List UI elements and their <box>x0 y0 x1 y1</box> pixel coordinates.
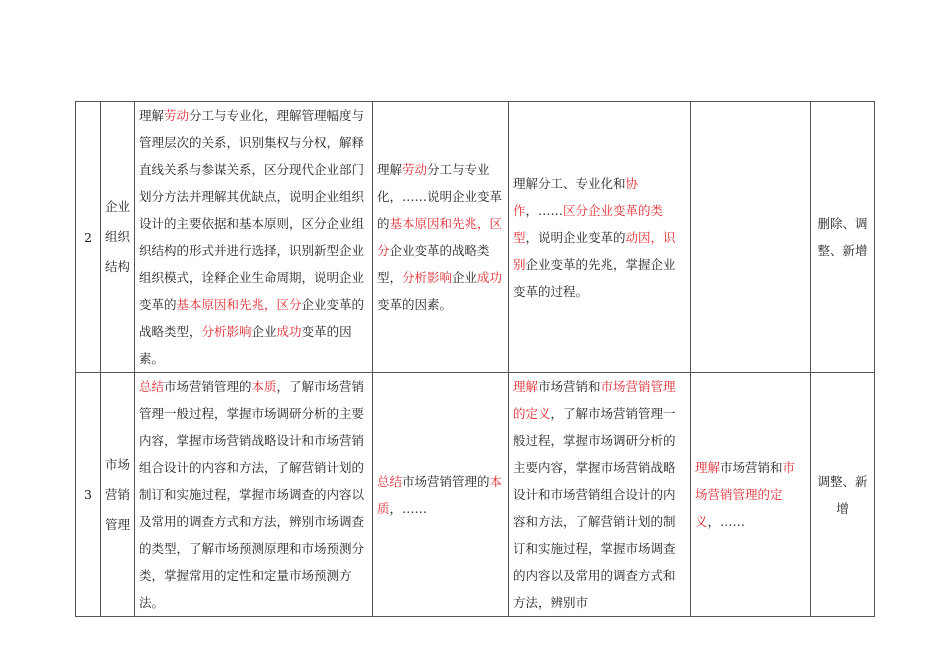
requirement-cell-c6 <box>691 102 811 373</box>
text-segment: 分工与专业化，理解管理幅度与管理层次的关系，识别集权与分权，解释直线关系与参谋关系，区分现代企业部门划分方法并理解其优缺点，说明企业组织设计的主要依据和基本原则，区分企业组织结构的形式并进行选择，识别新型企业组织模式，诠释企业生命周期，说明企业变革的 <box>139 108 365 312</box>
text-segment: 变革的因素。 <box>377 297 453 312</box>
requirement-cell-c3 <box>135 102 373 373</box>
highlighted-text: 本质 <box>251 379 277 394</box>
highlighted-text: 市场营销管理的定义 <box>695 460 796 529</box>
requirement-cell-c5 <box>509 373 691 617</box>
highlighted-text: 总结 <box>377 473 403 489</box>
row-number: 3 <box>76 373 101 617</box>
requirement-cell-c5 <box>509 102 691 373</box>
highlighted-text: 本质 <box>377 473 503 516</box>
requirement-cell-c3 <box>135 373 373 617</box>
highlighted-text: 分析影响 <box>402 270 453 285</box>
highlighted-text: 劳动 <box>402 162 428 177</box>
text-segment: 理解分工、专业化和 <box>513 175 626 191</box>
highlighted-text: 劳动 <box>164 108 190 123</box>
text-segment: 市场营销和 <box>720 460 783 475</box>
text-segment: 企业 <box>251 324 277 339</box>
text-segment: 变革的因素。 <box>139 324 352 366</box>
text-segment: ，了解市场营销管理一般过程，掌握市场调研分析的主要内容，掌握市场营销战略设计和市场营销组合设计的内容和方法，了解营销计划的制订和实施过程，掌握市场调查的内容以及常用的调查方式和方法，辨别市场调查的类型，了解市场预测原理和市场预测分类，掌握常用的定性和定量市场预测方法。 <box>139 379 365 610</box>
category-cell: 企业组织结构 <box>101 102 135 373</box>
curriculum-comparison-table <box>75 101 875 617</box>
text-segment: ，…… <box>707 514 746 529</box>
text-segment: ，了解市场营销管理一般过程，掌握市场调研分析的主要内容，掌握市场营销战略设计和市场营销组合设计的内容和方法，了解营销计划的制订和实施过程，掌握市场调查的内容以及常用的调查方式和方法，辨别市 <box>513 406 676 610</box>
highlighted-text: 基本原因和先兆，区分 <box>176 297 302 312</box>
text-segment: 企业变革的战略类型， <box>139 297 365 339</box>
category-cell: 市场营销管理 <box>101 373 135 617</box>
highlighted-text: 成功 <box>276 324 302 339</box>
requirement-cell-c4 <box>373 102 509 373</box>
text-segment: ，…… <box>389 500 428 516</box>
highlighted-text: 成功 <box>477 270 503 285</box>
change-type-cell: 调整、新增 <box>811 373 875 617</box>
text-segment: 企业变革的战略类型， <box>377 243 490 285</box>
text-segment: 分工与专业化，……说明企业变革的 <box>377 162 503 231</box>
text-segment: 市场营销和 <box>538 379 601 394</box>
text-segment: 理解 <box>139 108 165 123</box>
text-segment: 市场营销管理的 <box>402 473 490 489</box>
table-row <box>76 373 875 617</box>
text-segment: 理解 <box>377 162 403 177</box>
row-number: 2 <box>76 102 101 373</box>
change-type-cell: 删除、调整、新增 <box>811 102 875 373</box>
text-segment: ，说明企业变革的 <box>525 229 626 245</box>
highlighted-text: 协作 <box>513 175 639 218</box>
highlighted-text: 理解 <box>513 379 539 394</box>
requirement-cell-c4 <box>373 373 509 617</box>
highlighted-text: 区分企业变革的类型 <box>513 202 664 245</box>
text-segment: ，…… <box>525 202 564 218</box>
highlighted-text: 市场营销管理的定义 <box>513 379 676 421</box>
highlighted-text: 总结 <box>139 379 165 394</box>
highlighted-text: 理解 <box>695 460 721 475</box>
table-row <box>76 102 875 373</box>
highlighted-text: 动因，识别 <box>513 229 676 272</box>
highlighted-text: 基本原因和先兆，区分 <box>377 216 503 258</box>
highlighted-text: 分析影响 <box>201 324 252 339</box>
requirement-cell-c6 <box>691 373 811 617</box>
text-segment: 市场营销管理的 <box>164 379 252 394</box>
text-segment: 企业变革的先兆，掌握企业变革的过程。 <box>513 256 676 299</box>
text-segment: 企业 <box>452 270 478 285</box>
